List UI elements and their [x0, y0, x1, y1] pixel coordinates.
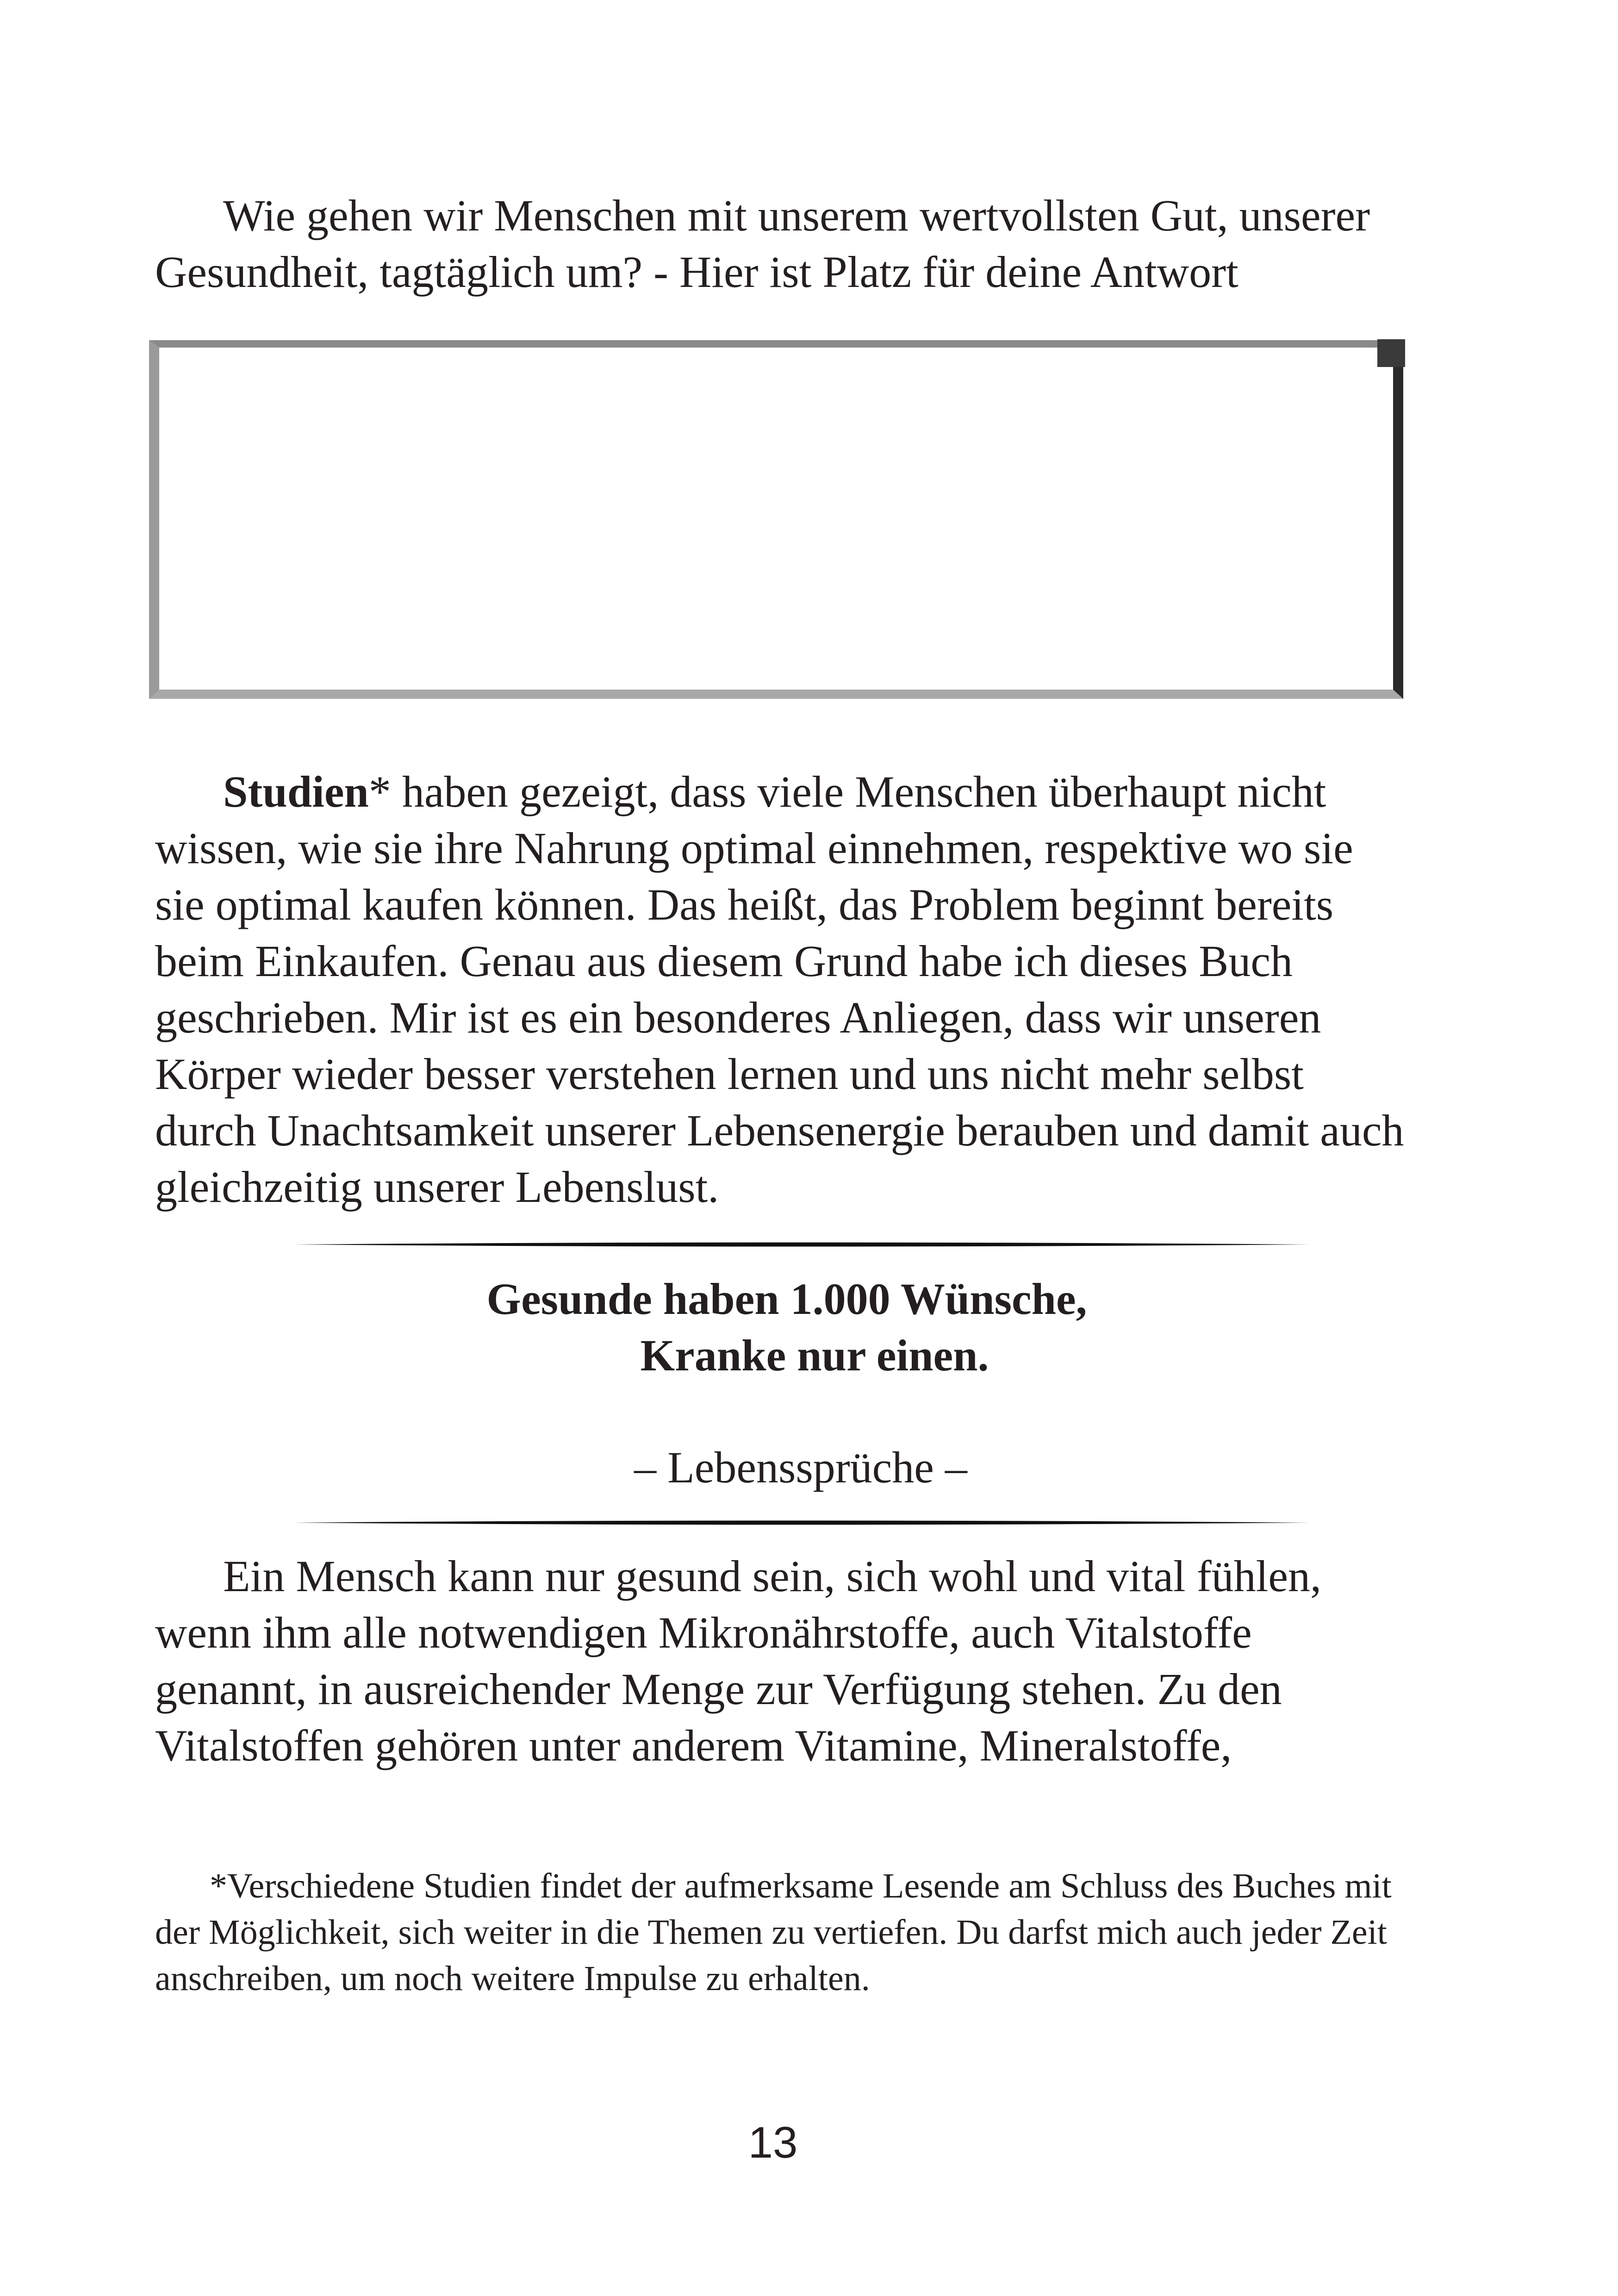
quote-source: – Lebenssprüche – [634, 1443, 967, 1492]
quote-line-2: Kranke nur einen. [640, 1331, 989, 1380]
studies-lead-word: Studien [223, 767, 369, 816]
footnote: *Verschiedene Studien findet der aufmerksame Lesende am Schluss des Buches mit der Möglichkeit, sich weiter in die Themen zu vertiefen. Du darfst mich auch jeder Zeit anschreiben, um noch weitere Impulse zu erhalten. [155, 1867, 1392, 1998]
intro-question: Wie gehen wir Menschen mit unserem wertvollsten Gut, unserer Gesundheit, tagtäglich um? - Hier ist Platz für deine Antwort [155, 191, 1370, 297]
quote-line-1: Gesunde haben 1.000 Wünsche, [486, 1274, 1087, 1324]
studies-paragraph [155, 764, 1405, 1215]
quote-divider-bottom [292, 1519, 1310, 1526]
page-number: 13 [748, 2118, 798, 2167]
studies-body: * haben gezeigt, dass viele Menschen überhaupt nicht wissen, wie sie ihre Nahrung optimal einnehmen, respektive wo sie sie optimal kaufen können. Das heißt, das Problem beginnt bereits beim Einkaufen. Genau aus diesem Grund habe ich dieses Buch geschrieben. Mir ist es ein besonderes Anliegen, dass wir unseren Körper wieder besser verstehen lernen und uns nicht mehr selbst durch Unachtsamkeit unserer Lebensenergie berauben und damit auch gleichzeitig unserer Lebenslust. [155, 767, 1404, 1212]
quote-divider-top [292, 1241, 1310, 1248]
answer-box[interactable] [149, 340, 1403, 699]
micronutrients-paragraph: Ein Mensch kann nur gesund sein, sich wohl und vital fühlen, wenn ihm alle notwendigen Mikronährstoffe, auch Vitalstoffe genannt, in ausreichender Menge zur Verfügung stehen. Zu den Vitalstoffen gehören unter anderem Vitamine, Mineralstoffe, [155, 1551, 1321, 1770]
